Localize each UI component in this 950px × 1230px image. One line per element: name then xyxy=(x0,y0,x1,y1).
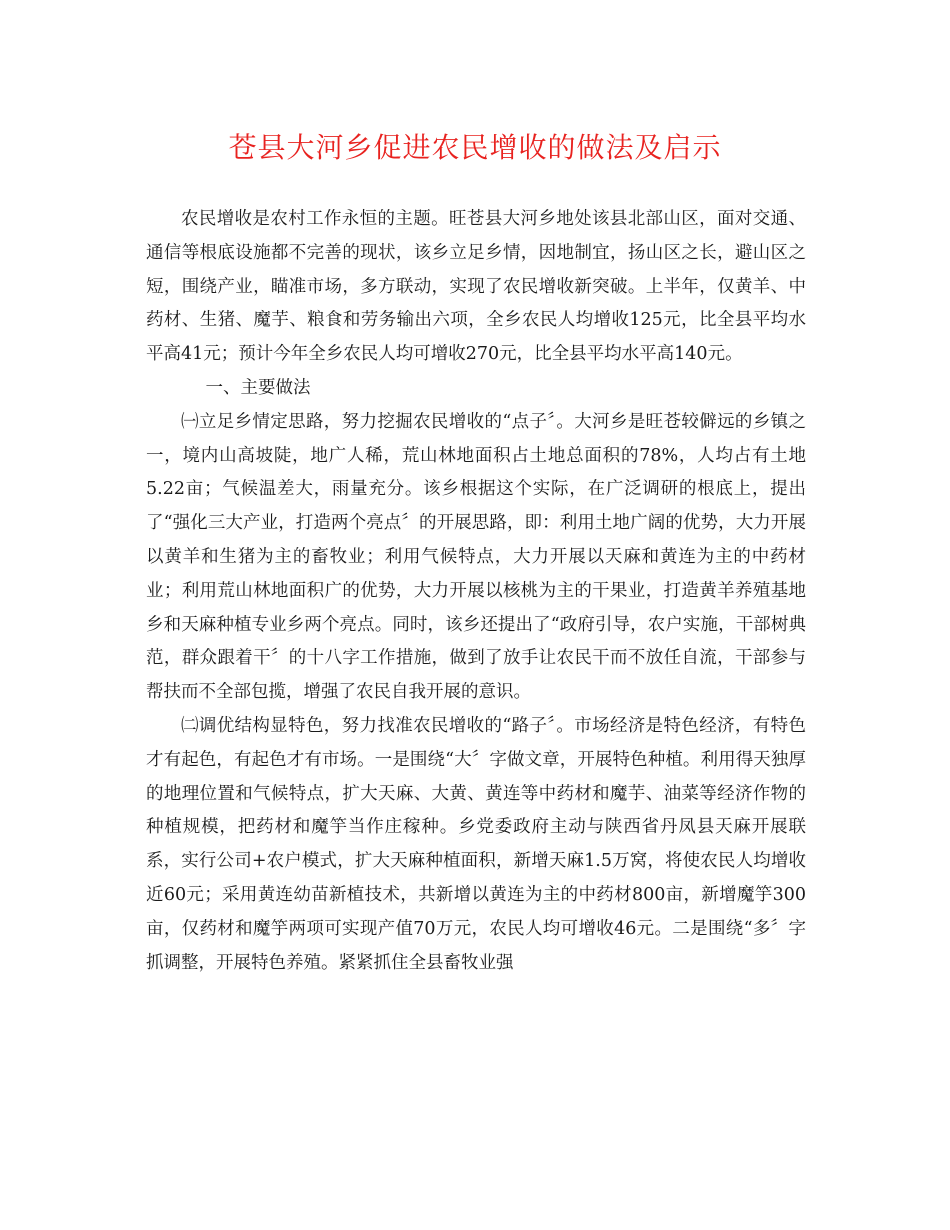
paragraph-point-2: ㈡调优结构显特色，努力找准农民增收的“路子〞。市场经济是特色经济，有特色才有起色，有起色才有市场。一是围绕“大〞字做文章，开展特色种植。利用得天独厚的地理位置和气候特点，扩大天麻、大黄、黄连等中药材和魔芋、油菜等经济作物的种植规模，把药材和魔竽当作庄稼种。乡党委政府主动与陕西省丹凤县天麻开展联系，实行公司+农户模式，扩大天麻种植面积，新增天麻1.5万窝，将使农民人均增收近60元；采用黄连幼苗新植技术，共新增以黄连为主的中药材800亩，新增魔竽300亩，仅药材和魔竽两项可实现产值70万元，农民人均可增收46元。二是围绕“多〞字抓调整，开展特色养殖。紧紧抓住全县畜牧业强 xyxy=(146,715,806,973)
paragraph-intro: 农民增收是农村工作永恒的主题。旺苍县大河乡地处该县北部山区，面对交通、通信等根底设施都不完善的现状，该乡立足乡情，因地制宜，扬山区之长，避山区之短，围绕产业，瞄准市场，多方联动，实现了农民增收新突破。上半年，仅黄羊、中药材、生猪、魔芋、粮食和劳务输出六项，全乡农民人均增收125元，比全县平均水平高41元；预计今年全乡农民人均可增收270元，比全县平均水平高140元。 xyxy=(146,209,806,365)
document-body xyxy=(146,203,806,980)
section-heading-main-practices: 一、主要做法 xyxy=(205,377,311,398)
document-title: 苍县大河乡促进农民增收的做法及启示 xyxy=(228,131,722,164)
paragraph-point-1: ㈠立足乡情定思路，努力挖掘农民增收的“点子〞。大河乡是旺苍较僻远的乡镇之一，境内山高坡陡，地广人稀，荒山林地面积占土地总面积的78%，人均占有土地5.22亩；气候温差大，雨量充分。该乡根据这个实际，在广泛调研的根底上，提出了“强化三大产业，打造两个亮点〞的开展思路，即：利用土地广阔的优势，大力开展以黄羊和生猪为主的畜牧业；利用气候特点，大力开展以天麻和黄连为主的中药材业；利用荒山林地面积广的优势，大力开展以核桃为主的干果业，打造黄羊养殖基地乡和天麻种植专业乡两个亮点。同时，该乡还提出了“政府引导，农户实施，干部树典范，群众跟着干〞的十八字工作措施，做到了放手让农民干而不放任自流，干部参与帮扶而不全部包揽，增强了农民自我开展的意识。 xyxy=(146,411,806,703)
